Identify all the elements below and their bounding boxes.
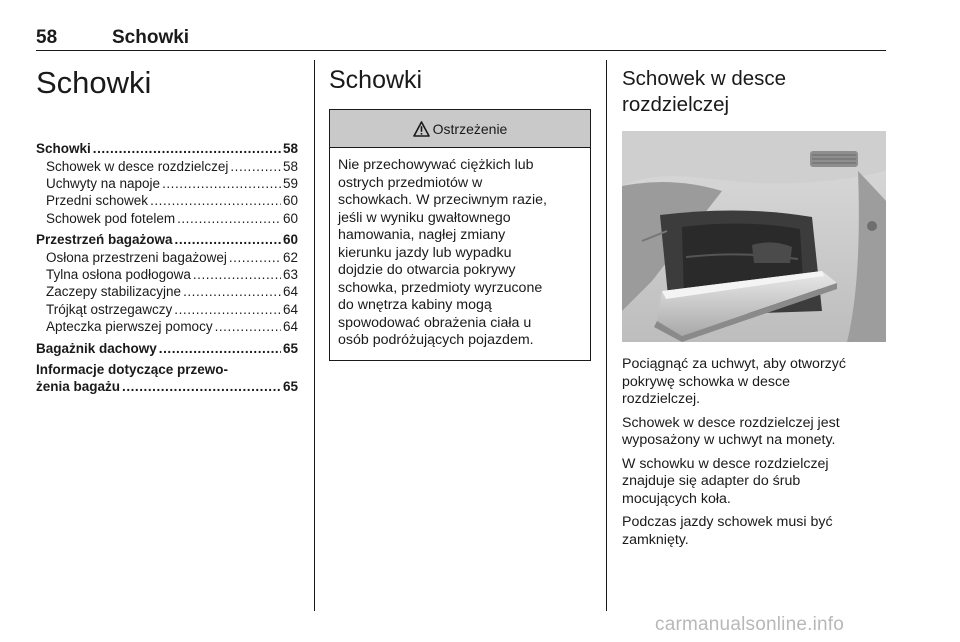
warning-column	[329, 60, 591, 361]
warning-text: Nie przechowywać ciężkich lub ostrych przedmiotów w schowkach. W przeciwnym razie, jeśli w wyniku gwałtownego hamowania, nagłej zmiany kierunku jazdy lub wypadku dojdzie do otwarcia pokrywy schowka, przedmioty wyrzucone do wnętrza kabiny mogą spowodować obrażenia ciała u osób podróżujących pojazdem.	[338, 157, 547, 349]
glovebox-photo	[622, 131, 886, 342]
warning-triangle-icon	[413, 121, 430, 137]
toc-entry[interactable]: Przedni schowek . . . 60	[36, 192, 298, 209]
toc-entry[interactable]: Bagażnik dachowy . . . 65	[36, 340, 298, 357]
watermark-text: carmanualsonline.info	[655, 614, 845, 635]
column-divider	[606, 60, 607, 611]
toc-entry[interactable]: Uchwyty na napoje . . . 59	[36, 175, 298, 192]
toc-entry[interactable]: Osłona przestrzeni bagażowej . . . 62	[36, 249, 298, 266]
chapter-title: Schowki	[36, 65, 152, 100]
paragraph: W schowku w desce rozdzielczej znajduje się adapter do śrub mocujących koła.	[622, 455, 829, 507]
section-title: Schowek w desce rozdzielczej	[622, 67, 787, 116]
column-divider	[314, 60, 315, 611]
paragraph: Podczas jazdy schowek musi być zamknięty.	[622, 514, 833, 548]
toc-entry[interactable]: Przestrzeń bagażowa . . . 60	[36, 231, 298, 248]
paragraph: Schowek w desce rozdzielczej jest wyposażony w uchwyt na monety.	[622, 414, 840, 448]
header-divider	[36, 50, 886, 51]
toc-entry[interactable]: Trójkąt ostrzegawczy . . . 64	[36, 301, 298, 318]
warning-header	[330, 110, 590, 148]
section-title: Schowki	[329, 66, 423, 94]
toc-entry[interactable]: Schowek pod fotelem . . . 60	[36, 210, 298, 227]
page-header	[36, 27, 886, 49]
paragraph: Pociągnąć za uchwyt, aby otworzyć pokrywę schowka w desce rozdzielczej.	[622, 356, 846, 407]
chapter-contents-column	[36, 60, 298, 396]
warning-box	[329, 109, 591, 361]
glovebox-body-text	[622, 356, 886, 549]
warning-heading: Ostrzeżenie	[432, 120, 508, 137]
toc-entry[interactable]: Apteczka pierwszej pomocy . . . 64	[36, 318, 298, 335]
toc-entry[interactable]: Schowki . . . 58	[36, 140, 298, 157]
toc-entry[interactable]: Schowek w desce rozdzielczej . . . 58	[36, 158, 298, 175]
table-of-contents	[36, 140, 298, 396]
running-title: Schowki	[112, 27, 190, 48]
page-number: 58	[36, 27, 58, 48]
glovebox-column	[622, 60, 886, 555]
toc-entry[interactable]: Tylna osłona podłogowa . . . 63	[36, 266, 298, 283]
toc-entry[interactable]: Informacje dotyczące przewo- żenia bagażu . . . 65	[36, 361, 298, 396]
toc-entry[interactable]: Zaczepy stabilizacyjne . . . 64	[36, 283, 298, 300]
